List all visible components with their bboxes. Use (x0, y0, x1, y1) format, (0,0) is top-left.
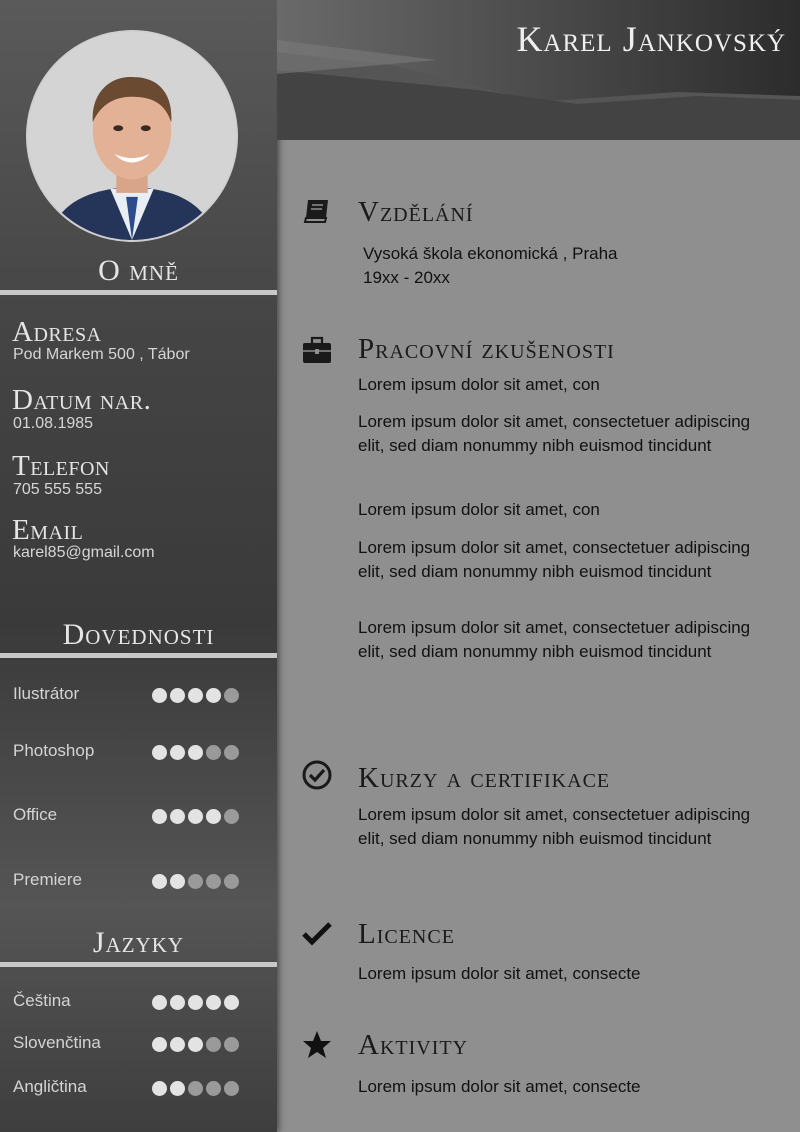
level-dot-filled (152, 995, 167, 1010)
language-row (0, 1033, 277, 1057)
education-title: Vzdělání (358, 196, 474, 228)
skill-level-dots (152, 745, 239, 760)
level-dot-filled (170, 688, 185, 703)
skill-row (0, 805, 277, 829)
briefcase-icon (300, 334, 334, 368)
language-name: Čeština (13, 991, 71, 1010)
level-dot-filled (188, 995, 203, 1010)
language-level-dots (152, 1037, 239, 1052)
level-dot-empty (224, 1037, 239, 1052)
language-name: Angličtina (13, 1077, 87, 1096)
level-dot-filled (188, 1037, 203, 1052)
level-dot-filled (170, 745, 185, 760)
phone-value: 705 555 555 (13, 481, 102, 498)
courses-text: Lorem ipsum dolor sit amet, consectetuer adipiscing elit, sed diam nonummy nibh euismod tincidunt (358, 805, 751, 848)
level-dot-empty (224, 1081, 239, 1096)
activities-text: Lorem ipsum dolor sit amet, consecte (358, 1077, 641, 1096)
level-dot-empty (224, 745, 239, 760)
level-dot-empty (224, 874, 239, 889)
level-dot-empty (188, 1081, 203, 1096)
work-item-3: Lorem ipsum dolor sit amet, con (358, 500, 600, 519)
book-icon (300, 194, 334, 228)
level-dot-empty (206, 874, 221, 889)
skills-divider (0, 653, 277, 658)
level-dot-filled (152, 1037, 167, 1052)
level-dot-filled (170, 874, 185, 889)
about-title: O mně (98, 254, 179, 287)
phone-label: Telefon (12, 450, 110, 482)
level-dot-filled (152, 1081, 167, 1096)
language-level-dots (152, 995, 239, 1010)
about-divider (0, 290, 277, 295)
checkmark-icon (300, 917, 334, 951)
language-level-dots (152, 1081, 239, 1096)
level-dot-empty (206, 745, 221, 760)
skill-name: Ilustrátor (13, 684, 80, 703)
activities-title: Aktivity (358, 1029, 469, 1061)
licence-text: Lorem ipsum dolor sit amet, consecte (358, 964, 641, 983)
licence-title: Licence (358, 918, 455, 950)
skill-row (0, 741, 277, 765)
work-item-5: Lorem ipsum dolor sit amet, consectetuer adipiscing elit, sed diam nonummy nibh euismod tincidunt (358, 618, 751, 661)
level-dot-empty (224, 688, 239, 703)
check-circle-icon (300, 758, 334, 792)
skill-name: Office (13, 805, 58, 824)
level-dot-filled (152, 809, 167, 824)
level-dot-empty (188, 874, 203, 889)
level-dot-filled (224, 995, 239, 1010)
skills-title: Dovednosti (62, 618, 215, 651)
birthdate-label: Datum nar. (12, 384, 152, 416)
language-row (0, 1077, 277, 1101)
courses-title: Kurzy a certifikace (358, 762, 611, 794)
sidebar (0, 0, 277, 1132)
level-dot-filled (170, 1037, 185, 1052)
star-icon (300, 1028, 334, 1062)
skill-level-dots (152, 874, 239, 889)
level-dot-filled (152, 874, 167, 889)
work-title: Pracovní zkušenosti (358, 333, 615, 365)
language-row (0, 991, 277, 1015)
languages-title: Jazyky (92, 926, 185, 959)
skill-name: Premiere (13, 870, 82, 889)
birthdate-value: 01.08.1985 (13, 415, 94, 432)
email-value: karel85@gmail.com (13, 544, 155, 561)
header-banner (277, 0, 800, 140)
education-school: Vysoká škola ekonomická , Praha (363, 244, 618, 263)
level-dot-filled (152, 745, 167, 760)
avatar (26, 30, 238, 242)
email-label: Email (12, 514, 84, 546)
level-dot-filled (206, 995, 221, 1010)
profile-photo (28, 32, 236, 240)
level-dot-filled (206, 688, 221, 703)
education-years: 19xx - 20xx (363, 268, 450, 287)
skill-name: Photoshop (13, 741, 95, 760)
level-dot-filled (188, 688, 203, 703)
level-dot-empty (224, 809, 239, 824)
skill-row (0, 870, 277, 894)
skill-level-dots (152, 688, 239, 703)
address-label: Adresa (12, 316, 102, 348)
full-name: Karel Jankovský (516, 19, 786, 59)
language-name: Slovenčtina (13, 1033, 101, 1052)
level-dot-empty (206, 1081, 221, 1096)
level-dot-filled (188, 745, 203, 760)
work-item-1: Lorem ipsum dolor sit amet, con (358, 375, 600, 394)
level-dot-filled (152, 688, 167, 703)
address-value: Pod Markem 500 , Tábor (13, 346, 190, 363)
level-dot-filled (170, 995, 185, 1010)
work-item-2: Lorem ipsum dolor sit amet, consectetuer adipiscing elit, sed diam nonummy nibh euismod tincidunt (358, 412, 751, 455)
level-dot-empty (206, 1037, 221, 1052)
level-dot-filled (170, 1081, 185, 1096)
level-dot-filled (206, 809, 221, 824)
work-item-4: Lorem ipsum dolor sit amet, consectetuer adipiscing elit, sed diam nonummy nibh euismod tincidunt (358, 538, 751, 581)
skill-level-dots (152, 809, 239, 824)
skill-row (0, 684, 277, 708)
level-dot-filled (188, 809, 203, 824)
languages-divider (0, 962, 277, 967)
level-dot-filled (170, 809, 185, 824)
